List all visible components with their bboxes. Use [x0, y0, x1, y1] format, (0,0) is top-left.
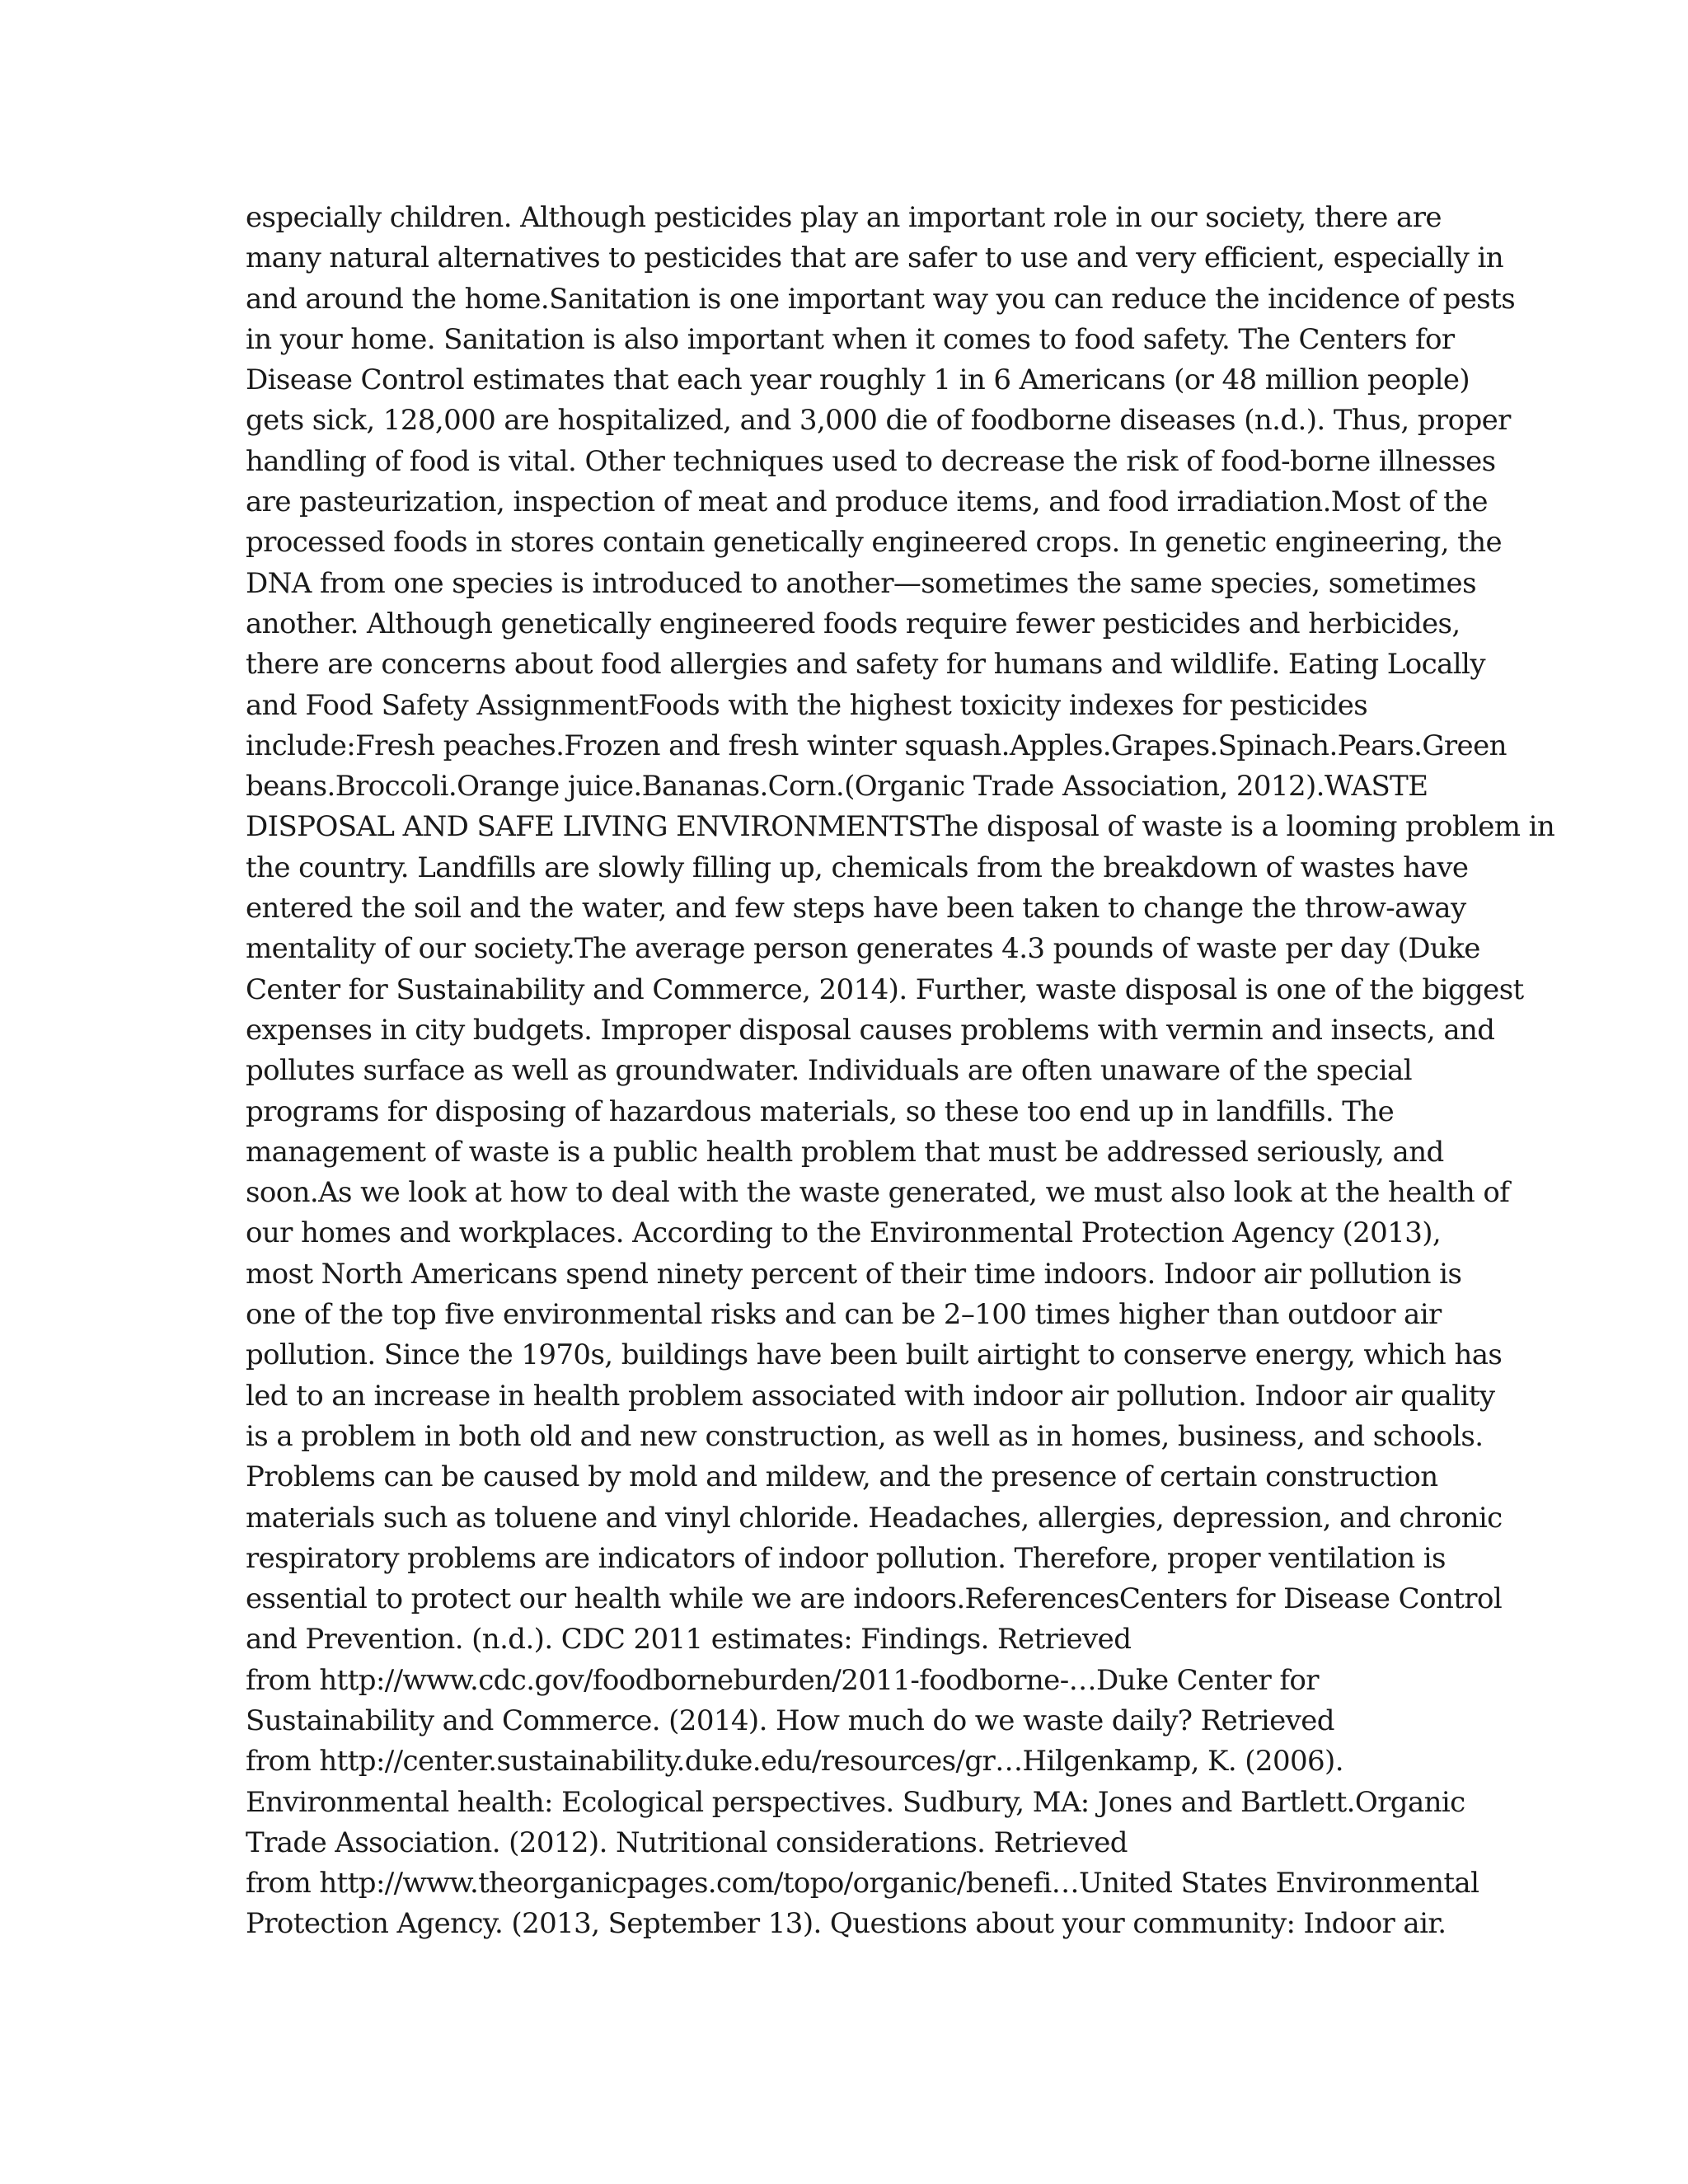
text-line: include:Fresh peaches.Frozen and fresh winter squash.Apples.Grapes.Spinach.Pears.Green	[246, 729, 1507, 762]
text-line: the country. Landfills are slowly filling up, chemicals from the breakdown of wastes have	[246, 851, 1469, 884]
text-line: and Food Safety AssignmentFoods with the highest toxicity indexes for pesticides	[246, 688, 1368, 722]
text-line: respiratory problems are indicators of indoor pollution. Therefore, proper ventilation is	[246, 1541, 1446, 1575]
text-line: another. Although genetically engineered foods require fewer pesticides and herbicides,	[246, 607, 1461, 640]
text-line: and Prevention. (n.d.). CDC 2011 estimates: Findings. Retrieved	[246, 1623, 1132, 1657]
text-line: from http://www.theorganicpages.com/topo/organic/benefi…United States Environmental	[246, 1867, 1479, 1900]
text-line: Disease Control estimates that each year roughly 1 in 6 Americans (or 48 million people)	[246, 363, 1470, 397]
text-line: is a problem in both old and new construction, as well as in homes, business, and schools.	[246, 1419, 1484, 1453]
text-line: management of waste is a public health problem that must be addressed seriously, and	[246, 1135, 1444, 1169]
text-line: are pasteurization, inspection of meat and produce items, and food irradiation.Most of the	[246, 485, 1488, 519]
text-line: soon.As we look at how to deal with the waste generated, we must also look at the health of	[246, 1176, 1510, 1210]
text-line: entered the soil and the water, and few steps have been taken to change the throw-away	[246, 892, 1466, 926]
text-line: essential to protect our health while we are indoors.ReferencesCenters for Disease Control	[246, 1582, 1503, 1616]
text-line: materials such as toluene and vinyl chloride. Headaches, allergies, depression, and chronic	[246, 1501, 1503, 1535]
text-line: pollutes surface as well as groundwater. Individuals are often unaware of the special	[246, 1054, 1412, 1088]
text-line: Trade Association. (2012). Nutritional considerations. Retrieved	[246, 1825, 1128, 1859]
text-line: programs for disposing of hazardous materials, so these too end up in landfills. The	[246, 1094, 1395, 1128]
text-line: there are concerns about food allergies and safety for humans and wildlife. Eating Locally	[246, 648, 1485, 682]
text-line: our homes and workplaces. According to the Environmental Protection Agency (2013),	[246, 1216, 1442, 1250]
text-line: from http://center.sustainability.duke.edu/resources/gr…Hilgenkamp, K. (2006).	[246, 1745, 1343, 1779]
text-line: Center for Sustainability and Commerce, 2014). Further, waste disposal is one of the biggest	[246, 972, 1524, 1006]
text-line: beans.Broccoli.Orange juice.Bananas.Corn.(Organic Trade Association, 2012).WASTE	[246, 770, 1428, 804]
text-line: DISPOSAL AND SAFE LIVING ENVIRONMENTSThe disposal of waste is a looming problem in	[246, 810, 1555, 844]
text-line: one of the top five environmental risks and can be 2–100 times higher than outdoor air	[246, 1298, 1442, 1332]
body-text	[246, 198, 1555, 1945]
text-line: pollution. Since the 1970s, buildings have been built airtight to conserve energy, which has	[246, 1338, 1503, 1372]
text-line: mentality of our society.The average person generates 4.3 pounds of waste per day (Duke	[246, 932, 1480, 966]
text-line: gets sick, 128,000 are hospitalized, and 3,000 die of foodborne diseases (n.d.). Thus, proper	[246, 404, 1511, 438]
text-line: DNA from one species is introduced to another—sometimes the same species, sometimes	[246, 566, 1476, 600]
text-line: many natural alternatives to pesticides that are safer to use and very efficient, especially in	[246, 241, 1504, 275]
text-line: from http://www.cdc.gov/foodborneburden/2011-foodborne-…Duke Center for	[246, 1663, 1319, 1697]
text-line: processed foods in stores contain genetically engineered crops. In genetic engineering, the	[246, 526, 1503, 560]
text-line: especially children. Although pesticides play an important role in our society, there are	[246, 201, 1442, 234]
text-line: in your home. Sanitation is also important when it comes to food safety. The Centers for	[246, 322, 1455, 356]
text-line: led to an increase in health problem associated with indoor air pollution. Indoor air quality	[246, 1379, 1495, 1413]
text-line: expenses in city budgets. Improper disposal causes problems with vermin and insects, and	[246, 1013, 1495, 1047]
text-line: and around the home.Sanitation is one important way you can reduce the incidence of pests	[246, 282, 1516, 316]
text-line: Problems can be caused by mold and mildew, and the presence of certain construction	[246, 1460, 1438, 1494]
text-line: Environmental health: Ecological perspectives. Sudbury, MA: Jones and Bartlett.Organic	[246, 1785, 1465, 1819]
text-line: Protection Agency. (2013, September 13). Questions about your community: Indoor air.	[246, 1907, 1447, 1941]
text-line: handling of food is vital. Other techniques used to decrease the risk of food-borne illnesses	[246, 444, 1496, 478]
text-line: Sustainability and Commerce. (2014). How much do we waste daily? Retrieved	[246, 1704, 1334, 1737]
text-line: most North Americans spend ninety percent of their time indoors. Indoor air pollution is	[246, 1257, 1462, 1291]
